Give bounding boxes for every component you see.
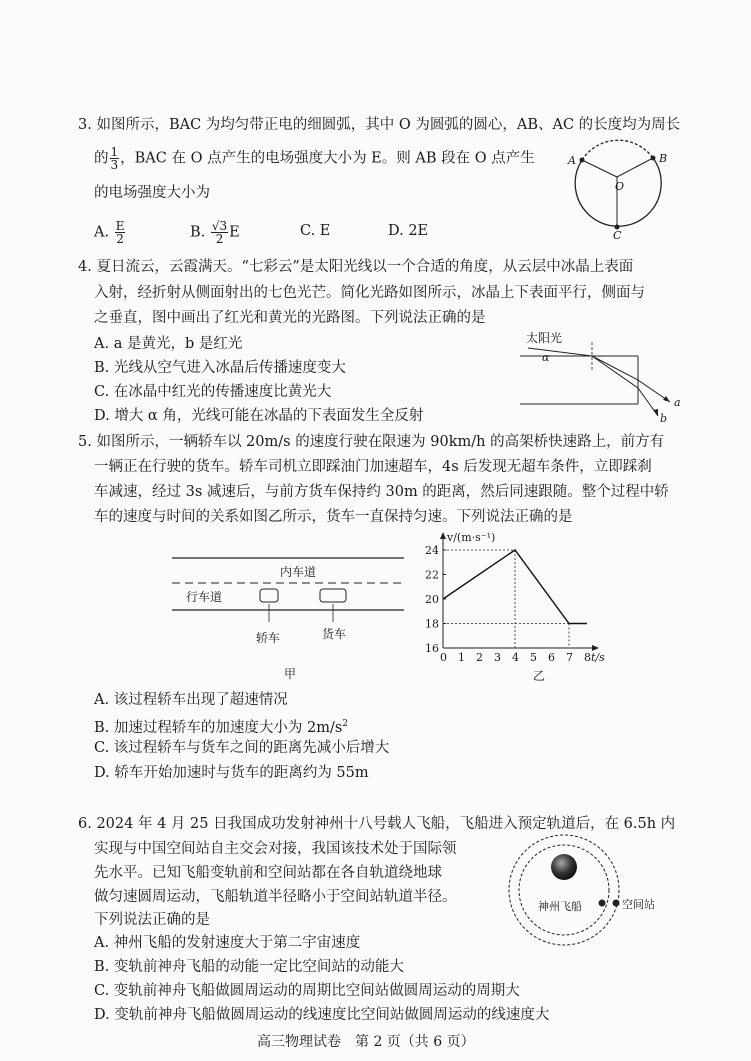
q4-line2: 入射，经折射从侧面射出的七色光芒。简化光路如图所示，冰晶上下表面平行，侧面与 xyxy=(94,285,645,301)
ray-b-label: b xyxy=(660,412,668,425)
q6-line3: 先水平。已知飞船变轨前和空间站都在各自轨道绕地球 xyxy=(94,865,442,881)
q3-arc-figure xyxy=(560,140,680,240)
q6-orbit-figure xyxy=(502,830,682,948)
q3-opt-a-num: E xyxy=(115,219,125,233)
y-axis-label: v/(m·s⁻¹) xyxy=(447,531,496,544)
x-tick-label: 4 xyxy=(512,651,519,664)
station-orbit xyxy=(509,835,619,945)
inner-lane-label: 内车道 xyxy=(280,565,317,579)
y-tick-label: 24 xyxy=(425,544,439,557)
ray-a-inside xyxy=(592,356,638,380)
q3-opt-b-tail: E xyxy=(229,224,240,241)
point-a xyxy=(580,158,585,163)
q5-road-figure xyxy=(168,548,408,684)
car-icon xyxy=(260,589,278,602)
q5-vt-chart xyxy=(415,528,605,686)
q5-option-c: C. 该过程轿车与货车之间的距离先减小后增大 xyxy=(94,740,390,756)
q3-opt-b-frac xyxy=(211,220,228,245)
q4-option-d: D. 增大 α 角，光线可能在冰晶的下表面发生全反射 xyxy=(94,408,424,424)
incident-ray xyxy=(528,348,592,356)
sunlight-label: 太阳光 xyxy=(526,331,563,345)
q6-line2: 实现与中国空间站自主交会对接，我国该技术处于国际领 xyxy=(94,841,457,857)
q3-option-a xyxy=(94,220,126,245)
q3-line2-post: ，BAC 在 O 点产生的电场强度大小为 E。则 AB 段在 O 点产生 xyxy=(120,150,535,167)
figure-a-caption: 甲 xyxy=(284,667,297,681)
q6-option-b: B. 变轨前神舟飞船的动能一定比空间站的动能大 xyxy=(94,959,404,975)
q3-option-b xyxy=(190,220,240,245)
q3-line1: 3. 如图所示，BAC 为均匀带正电的细圆弧，其中 O 为圆弧的圆心，AB、AC 的长度均为周长 xyxy=(78,117,681,133)
q4-line1: 4. 夏日流云，云霞满天。“七彩云”是太阳光线以一个合适的角度，从云层中冰晶上表面 xyxy=(78,259,634,275)
q4-option-c: C. 在冰晶中红光的传播速度比黄光大 xyxy=(94,384,332,400)
q4-line3: 之垂直，图中画出了红光和黄光的光路图。下列说法正确的是 xyxy=(94,310,486,326)
figure-b-caption: 乙 xyxy=(533,669,546,683)
q5-line4: 车的速度与时间的关系如图乙所示，货车一直保持匀速。下列说法正确的是 xyxy=(94,509,573,525)
q5-line1: 5. 如图所示，一辆轿车以 20m/s 的速度行驶在限速为 90km/h 的高架桥快速路上，前方有 xyxy=(78,434,665,450)
chart-guides xyxy=(443,550,569,648)
station-dot xyxy=(613,900,620,907)
station-label: 空间站 xyxy=(622,898,655,911)
q3-opt-b-den: 2 xyxy=(215,232,224,246)
q6-line5: 下列说法正确的是 xyxy=(94,912,210,928)
radius-ob xyxy=(617,158,653,177)
ray-a-label: a xyxy=(674,396,681,409)
ray-b-inside xyxy=(592,356,638,388)
lane-label: 行车道 xyxy=(186,590,223,604)
q3-opt-a-den: 2 xyxy=(116,232,124,246)
ship-label: 神州飞船 xyxy=(538,900,582,913)
earth-icon xyxy=(551,854,577,880)
q4-option-a: A. a 是黄光，b 是红光 xyxy=(94,336,243,352)
q6-option-c: C. 变轨前神舟飞船做圆周运动的周期比空间站做圆周运动的周期大 xyxy=(94,983,520,999)
q3-fraction xyxy=(110,146,120,171)
arrow-b xyxy=(653,409,658,416)
q5-line2: 一辆正在行驶的货车。轿车司机立即踩油门加速超车，4s 后发现无超车条件，立即踩刹 xyxy=(94,459,652,475)
q6-line1: 6. 2024 年 4 月 25 日我国成功发射神州十八号载人飞船，飞船进入预定轨道后，在 6.5h 内 xyxy=(78,816,676,832)
page-footer: 高三物理试卷 第 2 页（共 6 页） xyxy=(257,1034,475,1050)
q5-line3: 车减速，经过 3s 减速后，与前方货车保持约 30m 的距离，然后同速跟随。整个过程中轿 xyxy=(94,484,669,500)
chart-tick-labels xyxy=(425,544,591,664)
y-tick-label: 18 xyxy=(425,617,439,631)
x-tick-label: 2 xyxy=(476,651,483,664)
q3-frac-den: 3 xyxy=(110,158,119,172)
q3-opt-b-num: √3 xyxy=(211,219,228,233)
q3-option-d: D. 2E xyxy=(388,223,429,239)
q6-line4: 做匀速圆周运动，飞船轨道半径略小于空间站轨道半径。 xyxy=(94,889,457,905)
y-tick-label: 20 xyxy=(425,593,439,606)
x-tick-label: 7 xyxy=(566,651,573,664)
arc-ab-dashed xyxy=(582,140,653,160)
x-tick-label: 1 xyxy=(458,651,465,664)
q4-refraction-figure xyxy=(520,328,700,424)
alpha-label: α xyxy=(542,351,550,364)
q5-option-d: D. 轿车开始加速时与货车的距离约为 55m xyxy=(94,765,369,781)
q6-option-d: D. 变轨前神舟飞船做圆周运动的线速度比空间站做圆周运动的线速度大 xyxy=(94,1007,550,1023)
q5-opt-b-text: B. 加速过程轿车的加速度大小为 2m/s xyxy=(94,719,343,736)
q3-line2 xyxy=(94,146,535,171)
label-o: O xyxy=(615,180,625,193)
q3-line3: 的电场强度大小为 xyxy=(94,185,210,201)
q3-opt-b-label: B. xyxy=(190,224,206,241)
x-tick-label: 0 xyxy=(440,651,447,664)
x-tick-label: 5 xyxy=(530,651,537,664)
q3-line2-pre: 的 xyxy=(94,150,109,167)
ship-dot xyxy=(599,900,606,907)
q3-frac-num: 1 xyxy=(110,145,119,159)
q5-option-a: A. 该过程轿车出现了超速情况 xyxy=(94,692,288,708)
arrow-a xyxy=(663,396,670,402)
label-a: A xyxy=(568,154,576,167)
radius-oa xyxy=(582,160,617,177)
q4-option-b: B. 光线从空气进入冰晶后传播速度变大 xyxy=(94,360,346,376)
point-b xyxy=(651,156,656,161)
q3-option-c: C. E xyxy=(300,223,331,239)
label-c: C xyxy=(613,229,622,242)
x-tick-label: 3 xyxy=(494,651,501,664)
q3-opt-a-label: A. xyxy=(94,224,110,241)
label-b: B xyxy=(659,152,668,165)
q5-opt-b-sup: 2 xyxy=(342,719,349,729)
y-tick-label: 16 xyxy=(425,642,439,655)
x-tick-label: 8 xyxy=(584,651,591,664)
q6-option-a: A. 神州飞船的发射速度大于第二宇宙速度 xyxy=(94,935,361,951)
car-label: 轿车 xyxy=(256,631,281,645)
truck-icon xyxy=(320,589,346,602)
x-axis-label: t/s xyxy=(591,651,605,664)
q5-option-b xyxy=(94,715,348,737)
x-tick-label: 6 xyxy=(548,651,555,664)
y-axis-arrow xyxy=(440,532,446,539)
q3-opt-a-frac xyxy=(115,220,126,245)
y-tick-label: 22 xyxy=(425,568,439,582)
truck-label: 货车 xyxy=(322,627,347,641)
